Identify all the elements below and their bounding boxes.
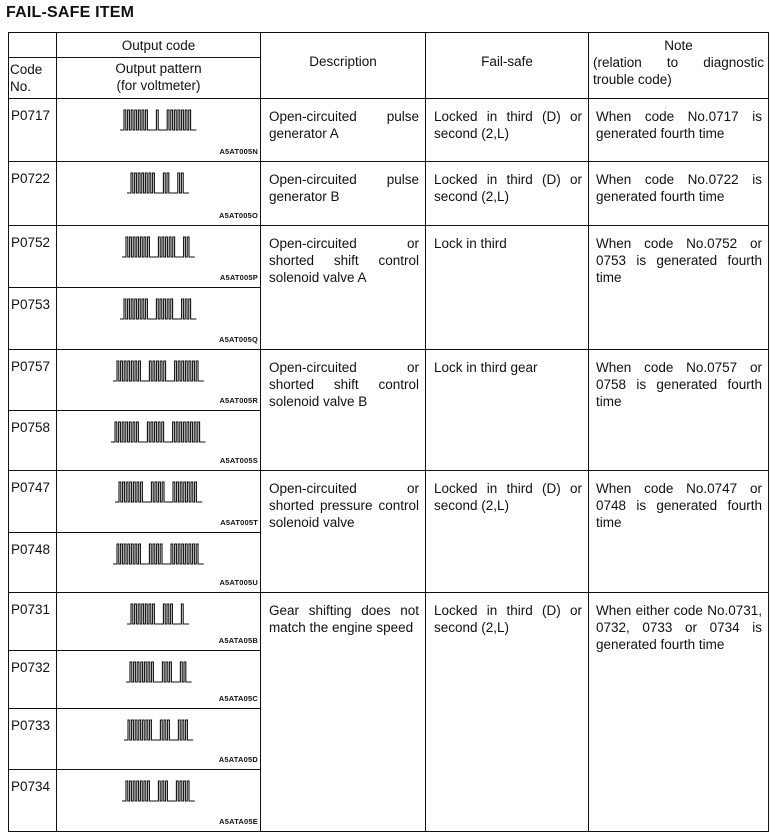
description-cell: Open-circuited or shorted shift control solenoid valve B: [261, 350, 426, 471]
fail-safe-cell: Locked in third (D) or second (2,L): [426, 162, 589, 226]
figure-label: A5AT005R: [219, 396, 258, 405]
description-cell: Open-circuited pulse generator A: [261, 99, 426, 162]
figure-label: A5ATA05C: [218, 694, 258, 703]
fail-safe-cell: Locked in third (D) or second (2,L): [426, 99, 589, 162]
output-pattern-cell: [57, 593, 261, 651]
code-cell: P0717: [9, 99, 57, 162]
code-cell: P0732: [9, 651, 57, 709]
pulse-line: [126, 662, 192, 682]
header-output-pattern-title: Output pattern: [115, 61, 202, 76]
pulse-line: [120, 299, 196, 319]
table-row: [9, 471, 769, 533]
pulse-waveform: [123, 719, 195, 741]
note-cell: When code No.0722 is generated fourth time: [589, 162, 769, 226]
code-cell: P0757: [9, 350, 57, 411]
output-pattern-cell: [57, 99, 261, 162]
table-row: [9, 593, 769, 651]
table-row: [9, 350, 769, 411]
table-body: [9, 99, 769, 832]
pulse-line: [127, 604, 189, 624]
output-pattern-cell: [57, 770, 261, 832]
note-cell: When code No.0757 or 0758 is generated fourth time: [589, 350, 769, 471]
pulse-waveform: [119, 109, 198, 131]
pulse-waveform: [126, 172, 191, 194]
pulse-line: [115, 482, 202, 502]
header-output-code: Output code: [57, 33, 261, 58]
figure-label: A5AT005O: [219, 211, 258, 220]
figure-label: A5AT005P: [219, 273, 258, 282]
figure-label: A5AT005S: [219, 456, 258, 465]
code-cell: P0722: [9, 162, 57, 226]
header-note-title: Note: [664, 38, 693, 53]
figure-label: A5AT005T: [220, 518, 258, 527]
code-cell: P0753: [9, 288, 57, 350]
code-cell: P0731: [9, 593, 57, 651]
figure-label: A5AT005N: [219, 147, 258, 156]
fail-safe-cell: Locked in third (D) or second (2,L): [426, 593, 589, 832]
note-cell: When code No.0747 or 0748 is generated fourth time: [589, 471, 769, 593]
output-pattern-cell: [57, 471, 261, 533]
code-cell: P0752: [9, 226, 57, 288]
pulse-waveform: [110, 421, 207, 443]
fail-safe-table: [8, 32, 769, 832]
page-title: FAIL-SAFE ITEM: [6, 4, 135, 21]
note-cell: When code No.0717 is generated fourth time: [589, 99, 769, 162]
pulse-waveform: [126, 603, 191, 625]
table-row: [9, 99, 769, 162]
figure-label: A5ATA05D: [218, 755, 258, 764]
pulse-waveform: [119, 298, 198, 320]
description-cell: Open-circuited pulse generator B: [261, 162, 426, 226]
pulse-line: [113, 361, 204, 381]
fail-safe-cell: Lock in third: [426, 226, 589, 350]
output-pattern-cell: [57, 162, 261, 226]
header-output-pattern: [57, 58, 261, 99]
header-note-sub1: (relation to diagnostic: [593, 55, 764, 70]
output-pattern-cell: [57, 226, 261, 288]
header-note-sub2: trouble code): [593, 72, 672, 87]
pulse-waveform: [112, 360, 205, 382]
note-cell: When either code No.0731, 0732, 0733 or 0734 is generated fourth time: [589, 593, 769, 832]
code-cell: P0733: [9, 709, 57, 770]
code-cell: P0758: [9, 411, 57, 471]
header-code-no: Code No.: [9, 58, 57, 99]
header-description: Description: [261, 33, 426, 99]
pulse-line: [120, 110, 196, 130]
output-pattern-cell: [57, 411, 261, 471]
header-fail-safe: Fail-safe: [426, 33, 589, 99]
output-pattern-cell: [57, 651, 261, 709]
pulse-waveform: [121, 780, 196, 802]
pulse-waveform: [112, 543, 205, 565]
description-cell: Open-circuited or shorted shift control solenoid valve A: [261, 226, 426, 350]
pulse-line: [124, 720, 193, 740]
pulse-line: [122, 237, 195, 257]
output-pattern-cell: [57, 709, 261, 770]
figure-label: A5ATA05B: [218, 636, 258, 645]
header-blank: [9, 33, 57, 58]
figure-label: A5AT005Q: [219, 335, 258, 344]
fail-safe-cell: Locked in third (D) or second (2,L): [426, 471, 589, 593]
table-row: [9, 162, 769, 226]
pulse-line: [122, 781, 195, 801]
figure-label: A5ATA05E: [219, 817, 258, 826]
pulse-waveform: [121, 236, 196, 258]
output-pattern-cell: [57, 288, 261, 350]
pulse-line: [127, 173, 189, 193]
note-cell: When code No.0752 or 0753 is generated fourth time: [589, 226, 769, 350]
code-cell: P0747: [9, 471, 57, 533]
pulse-line: [113, 544, 204, 564]
header-note: [589, 33, 769, 99]
description-cell: Open-circuited or shorted pressure control solenoid valve: [261, 471, 426, 593]
output-pattern-cell: [57, 350, 261, 411]
figure-label: A5AT005U: [219, 578, 258, 587]
pulse-waveform: [125, 661, 193, 683]
pulse-waveform: [114, 481, 204, 503]
table-row: [9, 226, 769, 288]
code-cell: P0748: [9, 533, 57, 593]
output-pattern-cell: [57, 533, 261, 593]
pulse-line: [111, 422, 205, 442]
description-cell: Gear shifting does not match the engine speed: [261, 593, 426, 832]
fail-safe-cell: Lock in third gear: [426, 350, 589, 471]
header-output-pattern-sub: (for voltmeter): [116, 78, 201, 93]
code-cell: P0734: [9, 770, 57, 832]
